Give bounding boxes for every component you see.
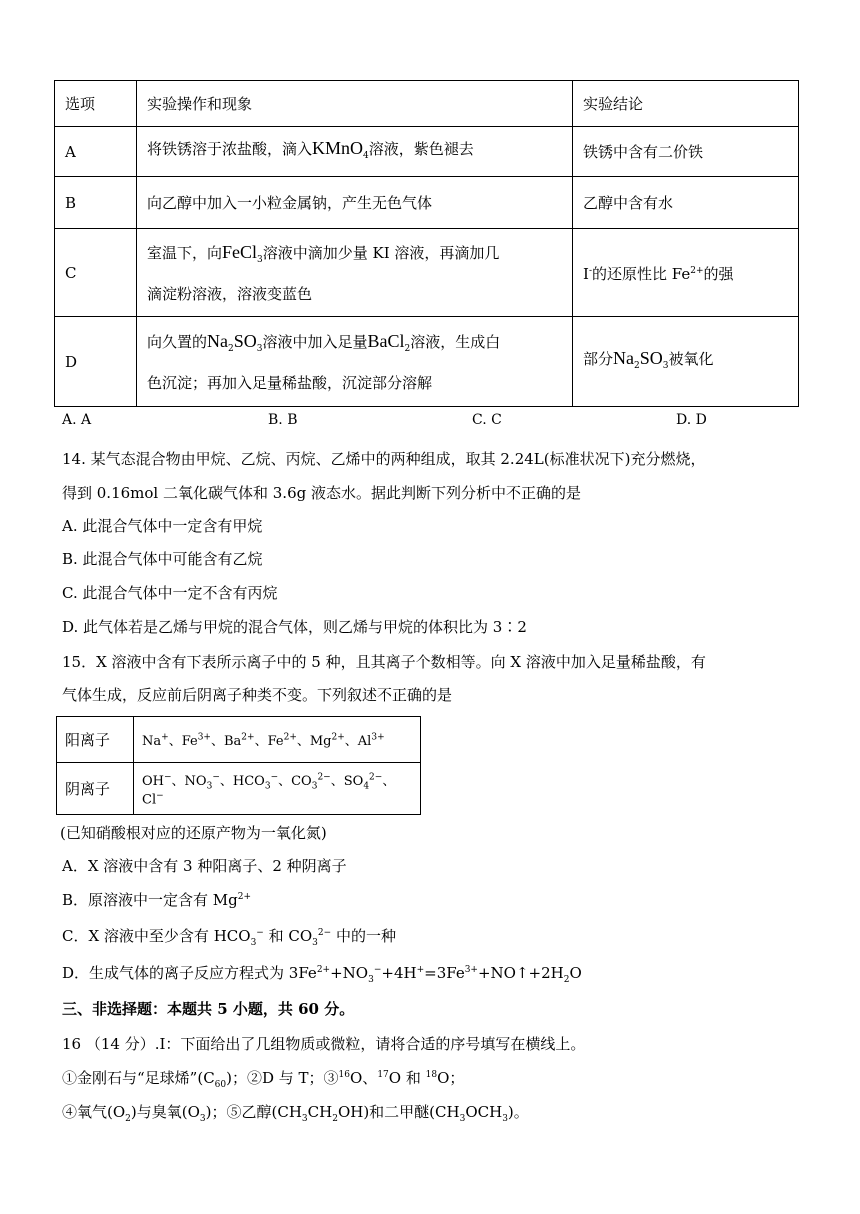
q14-stem-line1: 14. 某气态混合物由甲烷、乙烷、丙烷、乙烯中的两种组成，取其 2.24L(标准状况下)充分燃烧， (62, 450, 706, 468)
ion-table (56, 716, 421, 815)
q14-option-d[interactable]: D. 此气体若是乙烯与甲烷的混合气体，则乙烯与甲烷的体积比为 3∶2 (62, 618, 527, 636)
choice-a[interactable]: A. A (62, 412, 92, 428)
q14-option-c[interactable]: C. 此混合气体中一定不含有丙烷 (62, 584, 278, 602)
table-row: C 室温下，向FeCl$_3$溶液中滴加少量 KI 溶液，再滴加几 滴淀粉溶液，溶液变蓝色 I-的还原性比 $Fe^{2+}$的强 (55, 229, 799, 317)
q16-stem: 16 （14 分）.Ⅰ：下面给出了几组物质或微粒，请将合适的序号填写在横线上。 (62, 1035, 586, 1053)
choice-b[interactable]: B. B (268, 412, 298, 428)
table-row: A 将铁锈溶于浓盐酸，滴入KMnO$_4$溶液，紫色褪去 铁锈中含有二价铁 (55, 127, 799, 177)
choice-c[interactable]: C. C (472, 412, 502, 428)
anion-list: OH−、$NO_3^-$、$HCO_3^-$、$CO_3^{2-}$、$SO_4^{2-}$、Cl− (134, 763, 421, 815)
q15-option-d[interactable]: D．生成气体的离子反应方程式为 $3Fe^{2+}+NO_3^-+4H^+=3Fe^{3+}+NO↑+2H_2O$ (62, 964, 582, 985)
section-heading: 三、非选择题：本题共 5 小题，共 60 分。 (62, 1000, 355, 1018)
q16-item-line1: ①金刚石与“足球烯$”(C_{60})$；②D 与 T；③$^{16}$O、$^{17}$O 和 $^{18}$O； (62, 1069, 465, 1090)
table-row: D 向久置的$Na_2SO_3$溶液中加入足量BaCl$_2$溶液，生成白 色沉淀；再加入足量稀盐酸，沉淀部分溶解 部分$Na_2SO_3$被氧化 (55, 317, 799, 407)
q15-option-a[interactable]: A．X 溶液中含有 3 种阳离子、2 种阴离子 (62, 857, 347, 875)
q15-option-c[interactable]: C．X 溶液中至少含有 $HCO_3^-$ 和 $CO_3^{2-}$ 中的一种 (62, 927, 396, 948)
table-row: B 向乙醇中加入一小粒金属钠，产生无色气体 乙醇中含有水 (55, 177, 799, 229)
header-conclusion: 实验结论 (573, 81, 799, 127)
q14-option-a[interactable]: A. 此混合气体中一定含有甲烷 (62, 517, 263, 535)
anion-label: 阴离子 (57, 763, 134, 815)
q16-item-line2: ④氧气$(O_2)$与臭氧$(O_3)$；⑤乙醇$(CH_3CH_2OH)$和二甲醚$(CH_3OCH_3)$。 (62, 1103, 529, 1124)
q15-stem-line1: 15．X 溶液中含有下表所示离子中的 5 种，且其离子个数相等。向 X 溶液中加入足量稀盐酸，有 (62, 653, 706, 671)
header-option: 选项 (55, 81, 137, 127)
choice-d[interactable]: D. D (676, 412, 707, 428)
q14-option-b[interactable]: B. 此混合气体中可能含有乙烷 (62, 550, 263, 568)
experiment-table (54, 80, 799, 407)
q15-stem-line2: 气体生成，反应前后阴离子种类不变。下列叙述不正确的是 (62, 686, 453, 704)
cation-list: Na+、$Fe^{3+}$、$Ba^{2+}$、$Fe^{2+}$、$Mg^{2+}$、$Al^{3+}$ (134, 717, 421, 763)
q14-stem-line2: 得到 0.16mol 二氧化碳气体和 3.6g 液态水。据此判断下列分析中不正确的是 (62, 484, 581, 502)
q15-option-b[interactable]: B．原溶液中一定含有 $Mg^{2+}$ (62, 891, 252, 909)
q15-note: (已知硝酸根对应的还原产物为一氧化氮) (60, 824, 327, 842)
header-operation: 实验操作和现象 (137, 81, 573, 127)
cation-label: 阳离子 (57, 717, 134, 763)
